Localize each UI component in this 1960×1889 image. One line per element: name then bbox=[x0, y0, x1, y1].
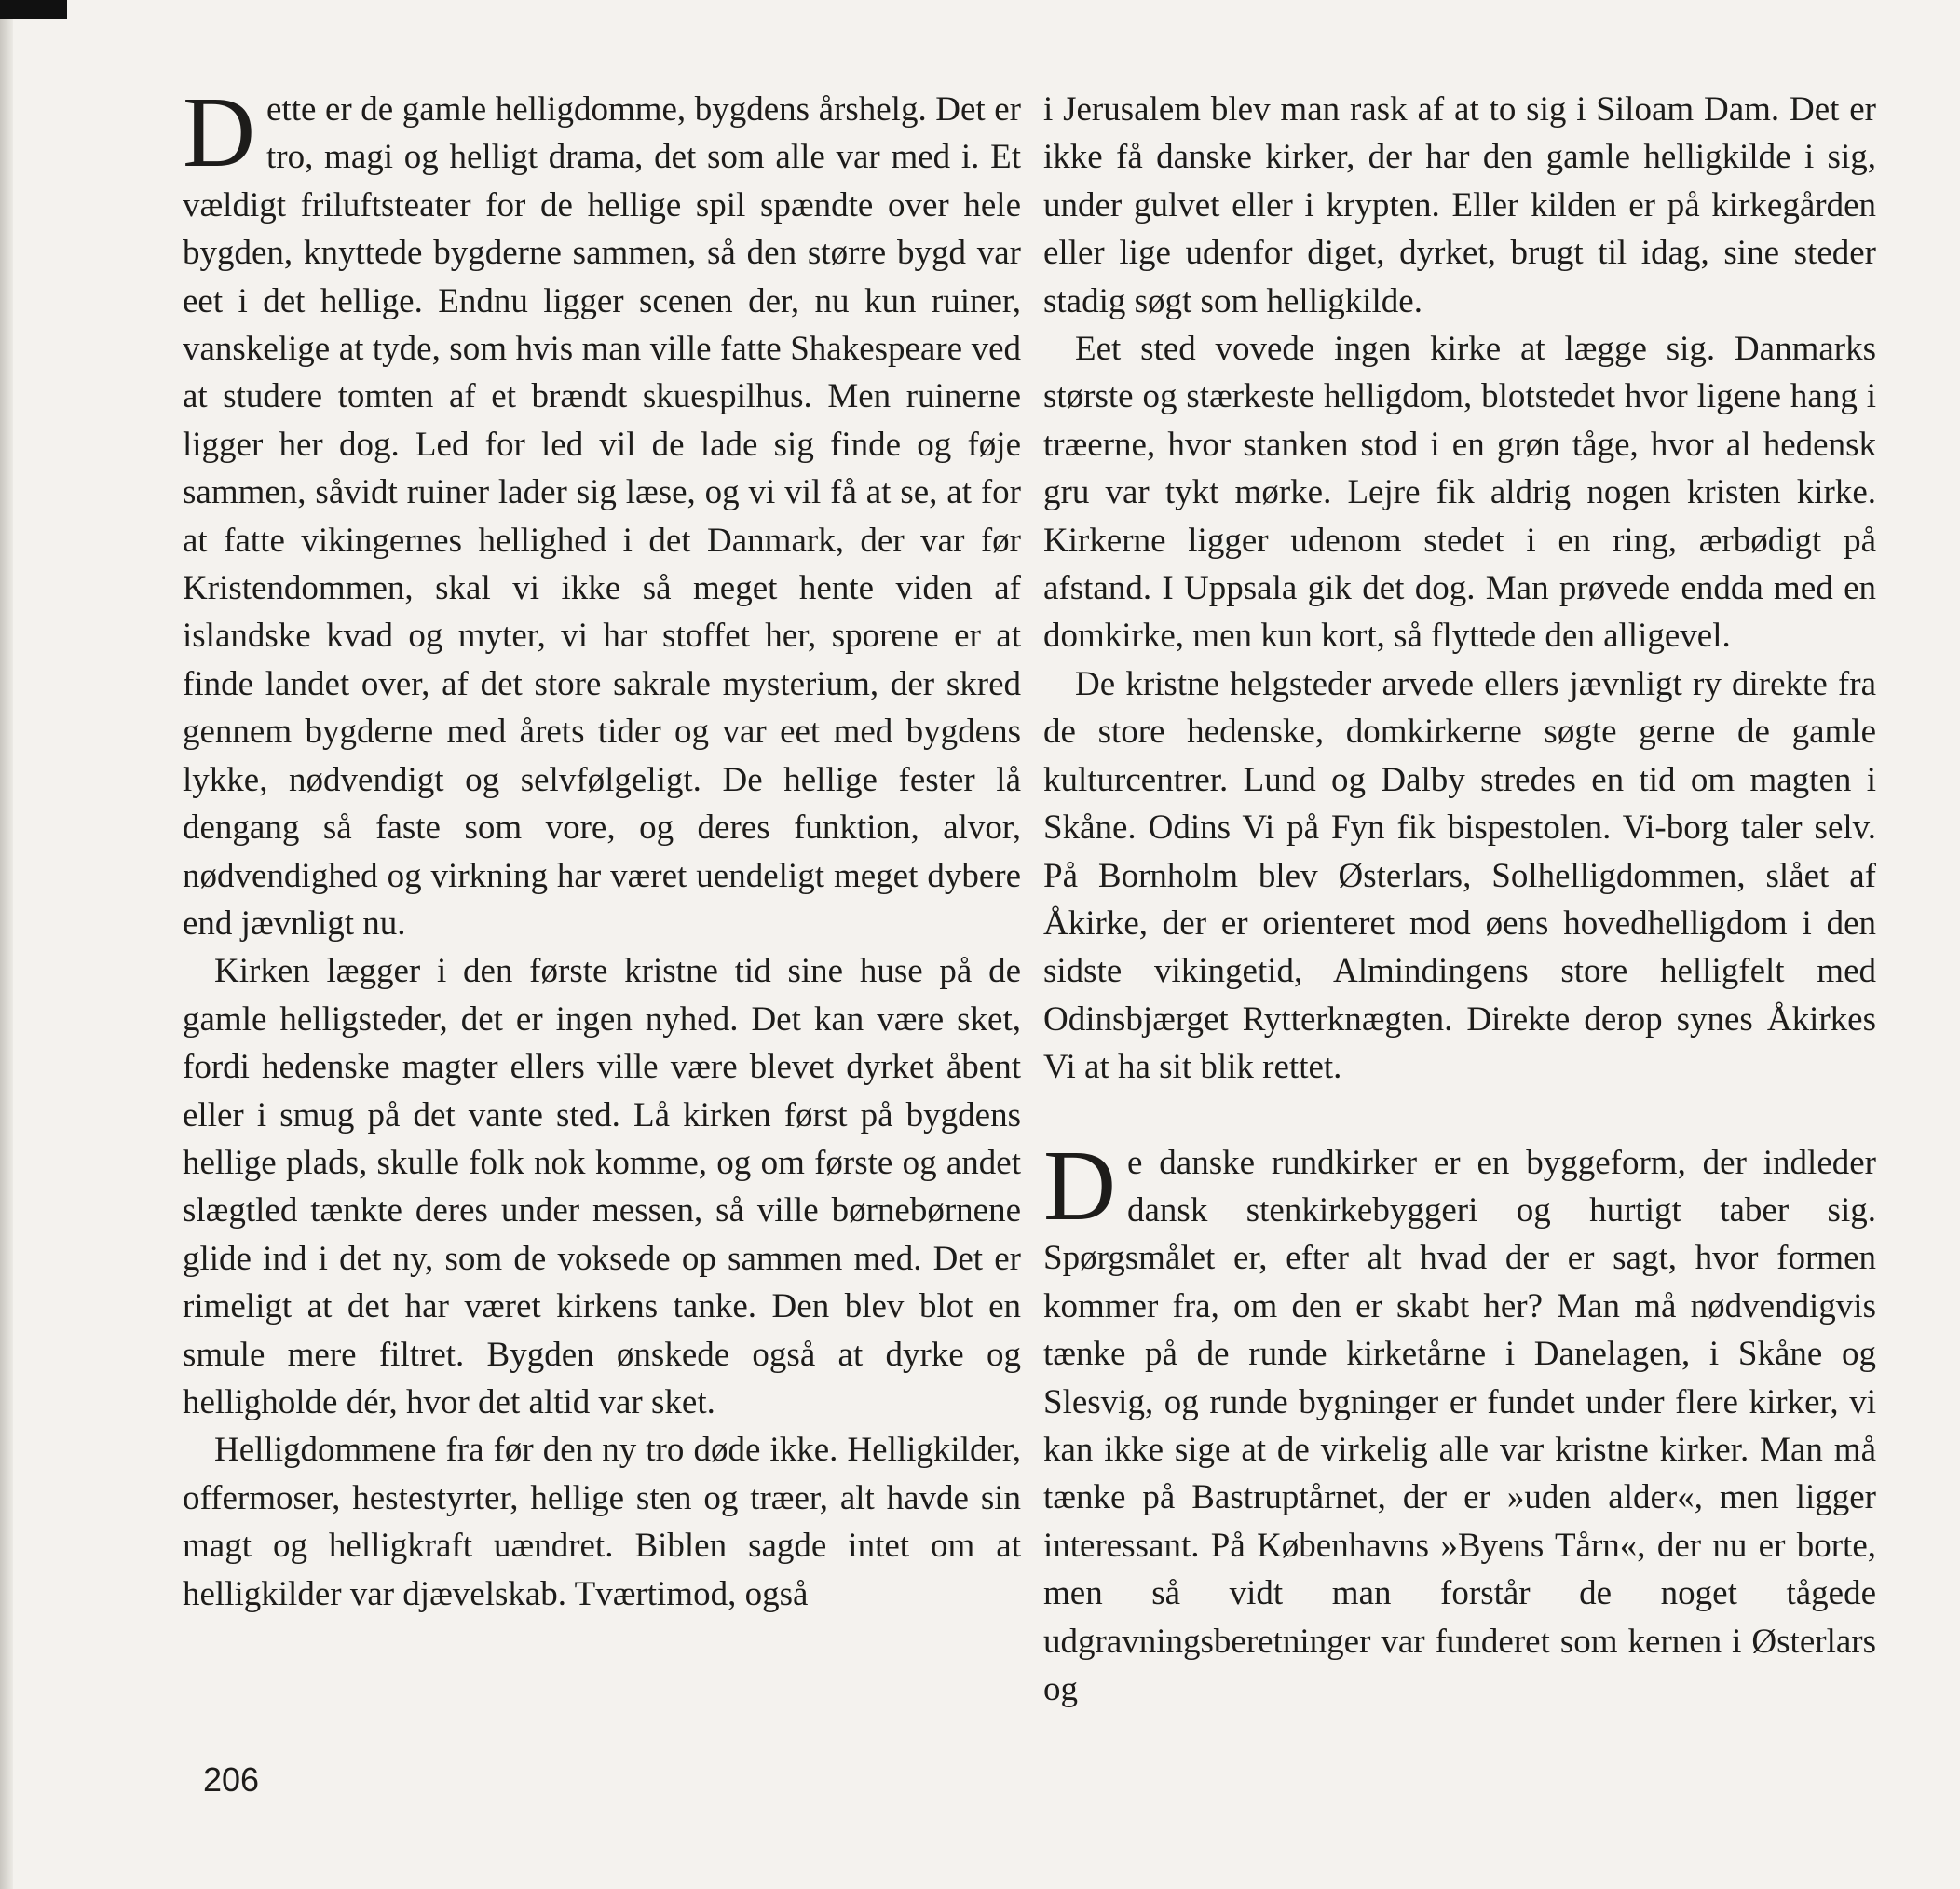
paragraph: Helligdommene fra før den ny tro døde ikke. Helligkilder, offermoser, hestestyrter, hellige sten og træer, alt havde sin magt og helligkraft uændret. Biblen sagde intet om at helligkilder var djævelskab. Tværtimod, også bbox=[183, 1431, 1021, 1613]
section-paragraph bbox=[1043, 1130, 1876, 1714]
paragraph: i Jerusalem blev man rask af at to sig i Siloam Dam. Det er ikke få danske kirker, der har den gamle helligkilde i sig, under gulvet eller i krypten. Eller kilden er på kirkegården eller lige udenfor diget, dyrket, brugt til idag, sine steder stadig søgt som helligkilde. bbox=[1043, 90, 1876, 320]
paragraph-text: e danske rundkirker er en byggeform, der indleder dansk stenkirkebyggeri og hurtigt taber sig. Spørgsmålet er, efter alt hvad der er sagt, hvor formen kommer fra, om den er skabt her? Man må nødvendigvis tænke på de runde kirketårne i Danelagen, i Skåne og Slesvig, og runde bygninger er fundet under flere kirker, vi kan ikke sige at de virkelig alle var kristne kirker. Man må tænke på Bastruptårnet, der er »uden alder«, men ligger interessant. På Københavns »Byens Tårn«, der nu er borte, men så vidt man forstår de noget tågede udgravningsberetninger var funderet som kernen i Østerlars og bbox=[1043, 1143, 1876, 1708]
paragraph: Eet sted vovede ingen kirke at lægge sig. Danmarks største og stærkeste helligdom, blotstedet hvor ligene hang i træerne, hvor stanken stod i en grøn tåge, hvor al hedensk gru var tykt mørke. Lejre fik aldrig nogen kristen kirke. Kirkerne ligger udenom stedet i en ring, ærbødigt på afstand. I Uppsala gik det dog. Man prøvede endda med en domkirke, men kun kort, så flyttede den alligevel. bbox=[1043, 330, 1876, 656]
paragraph: De kristne helgsteder arvede ellers jævnligt ry direkte fra de store hedenske, domkirkerne søgte gerne de gamle kulturcentrer. Lund og Dalby stredes en tid om magten i Skåne. Odins Vi på Fyn fik bispestolen. Vi-borg taler selv. På Bornholm blev Østerlars, Solhelligdommen, slået af Åkirke, der er orienteret mod øens hovedhelligdom i den sidste vikingetid, Almindingens store helligfelt med Odinsbjærget Rytterknægten. Direkte derop synes Åkirkes Vi at ha sit blik rettet. bbox=[1043, 664, 1876, 1087]
drop-cap: D bbox=[183, 77, 255, 188]
drop-cap: D bbox=[1043, 1130, 1116, 1242]
corner-mark bbox=[0, 0, 67, 19]
page-number: 206 bbox=[203, 1760, 260, 1799]
paragraph bbox=[183, 77, 1021, 947]
paragraph: Kirken lægger i den første kristne tid sine huse på de gamle helligsteder, det er ingen nyhed. Det kan være sket, fordi hedenske magter ellers ville være blevet dyrket åbent eller i smug på det vante sted. Lå kirken først på bygdens hellige plads, skulle folk nok komme, og om første og andet slægtled tænkte deres under messen, så ville børnebørnene glide ind i det ny, som de voksede op sammen med. Det er rimeligt at det har været kirkens tanke. Den blev blot en smule mere filtret. Bygden ønskede også at dyrke og helligholde dér, hvor det altid var sket. bbox=[183, 952, 1021, 1421]
page-edge bbox=[0, 0, 13, 1889]
left-column bbox=[183, 77, 1021, 1618]
paragraph-text: ette er de gamle helligdomme, bygdens årshelg. Det er tro, magi og helligt drama, det som alle var med i. Et vældigt friluftsteater for de hellige spil spændte over hele bygden, knyttede bygderne sammen, så den større bygd var eet i det hellige. Endnu ligger scenen der, nu kun ruiner, vanskelige at tyde, som hvis man ville fatte Shakespeare ved at studere tomten af et brændt skuespilhus. Men ruinerne ligger her dog. Led for led vil de lade sig finde og føje sammen, såvidt ruiner lader sig læse, og vi vil få at se, at for at fatte vikingernes hellighed i det Danmark, der var før Kristendommen, skal vi ikke så meget hente viden af islandske kvad og myter, vi har stoffet her, sporene er at finde landet over, af det store sakrale mysterium, der skred gennem bygderne med årets tider og var eet med bygdens lykke, nødvendigt og selvfølgeligt. De hellige fester lå dengang så faste som vore, og deres funktion, alvor, nødvendighed og virkning har været uendeligt meget dybere end jævnligt nu. bbox=[183, 90, 1021, 943]
right-column bbox=[1043, 86, 1876, 1713]
